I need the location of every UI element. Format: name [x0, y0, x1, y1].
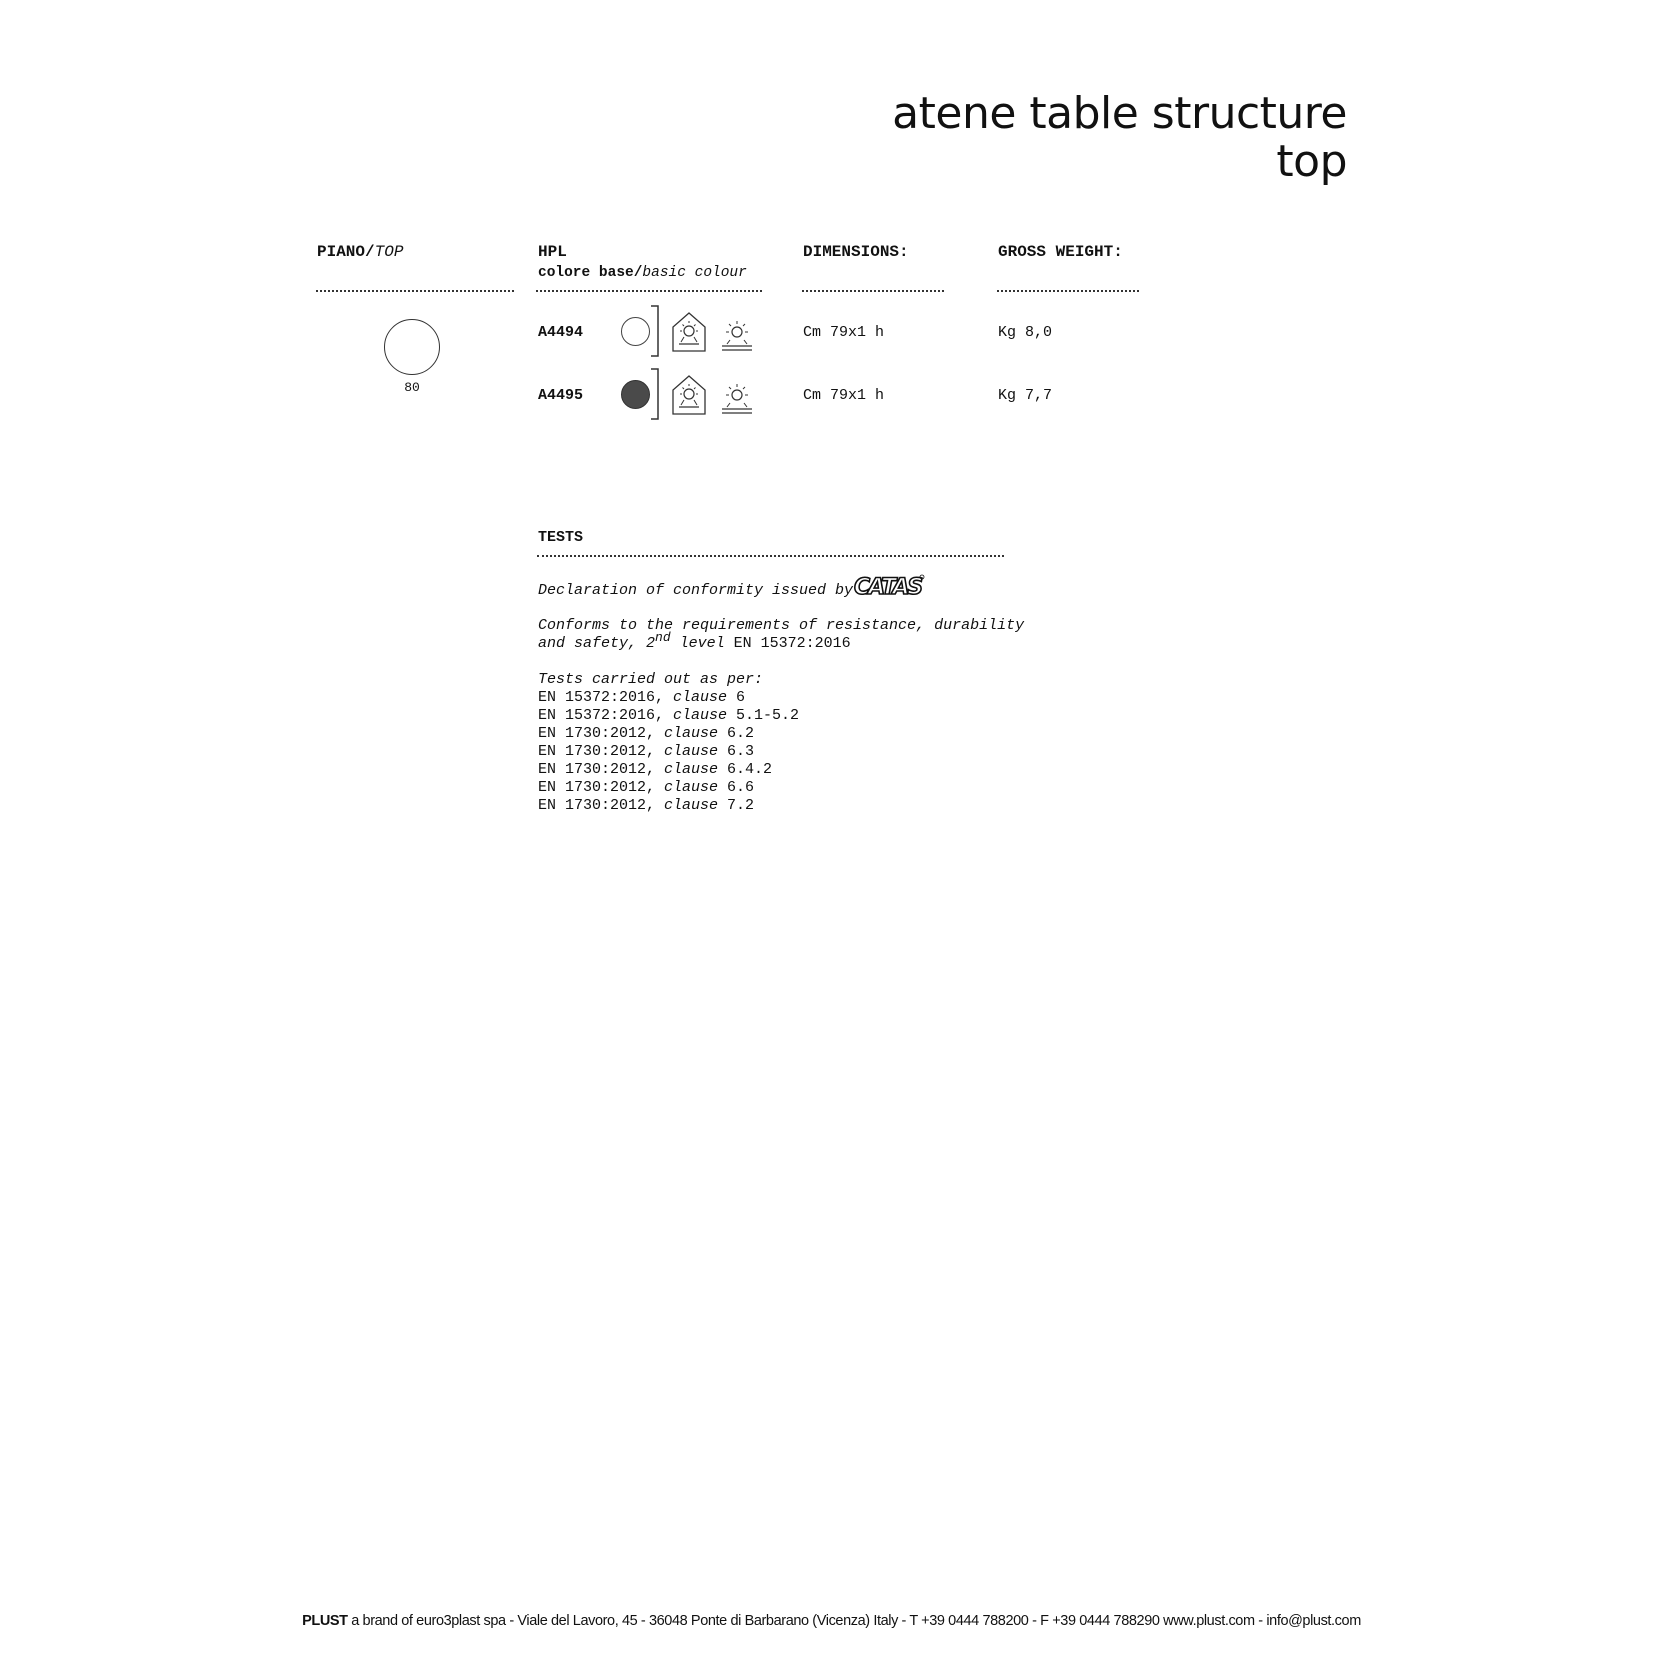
product-dimensions: Cm 79x1 h: [803, 387, 885, 404]
divider: [316, 290, 514, 292]
list-item: EN 15372:2016, clause 6: [538, 689, 746, 706]
product-code: A4494: [538, 324, 584, 341]
title-line-1: atene table structure: [892, 88, 1347, 139]
divider: [802, 290, 944, 292]
outdoor-sun-icon: [720, 381, 754, 415]
top-size-label: 80: [404, 380, 420, 395]
divider: [536, 290, 762, 292]
indoor-house-icon: [671, 374, 707, 416]
round-top-outline: [384, 319, 440, 375]
page-footer: PLUST a brand of euro3plast spa - Viale del Lavoro, 45 - 36048 Ponte di Barbarano (Vicenza) Italy - T +39 0444 788200 - F +39 0444 788290 www.plust.com - info@plust.com: [302, 1613, 1361, 1629]
page-title: [892, 90, 1347, 186]
product-weight: Kg 8,0: [998, 324, 1053, 341]
list-item: EN 1730:2012, clause 6.6: [538, 779, 755, 796]
list-item: EN 15372:2016, clause 5.1-5.2: [538, 707, 800, 724]
colour-swatch-anthracite: [621, 380, 650, 409]
divider: [537, 555, 1004, 557]
product-weight: Kg 7,7: [998, 387, 1053, 404]
colour-swatch-white: [621, 317, 650, 346]
tests-heading: TESTS: [538, 529, 584, 546]
catas-logo: [852, 573, 926, 604]
colour-column-subheader: colore base/basic colour: [538, 265, 747, 281]
title-line-2: top: [1276, 136, 1347, 187]
dimensions-column-header: DIMENSIONS:: [803, 243, 909, 261]
divider: [997, 290, 1139, 292]
svg-text:CATAS: CATAS: [854, 575, 922, 599]
tests-list: Tests carried out as per: EN 15372:2016, clause 6 EN 15372:2016, clause 5.1-5.2 EN 1730:2012, clause 6.2 EN 1730:2012, clause 6.3 EN 1730:2012, clause 6.4.2 EN 1730:2012, clause 6.6 EN 1730:2012, clause 7.2: [538, 671, 800, 814]
outdoor-sun-icon: [720, 318, 754, 352]
material-column-header: HPL: [538, 243, 567, 261]
declaration-text: Declaration of conformity issued by: [538, 582, 854, 599]
list-item: EN 1730:2012, clause 6.3: [538, 743, 755, 760]
conformity-statement: Conforms to the requirements of resistance, durability and safety, 2nd level EN 15372:2016: [538, 617, 1025, 652]
bracket-icon: [650, 368, 660, 420]
bracket-icon: [650, 305, 660, 357]
list-item: EN 1730:2012, clause 6.4.2: [538, 761, 773, 778]
top-column-header: PIANO/TOP: [317, 243, 404, 261]
weight-column-header: GROSS WEIGHT:: [998, 243, 1123, 261]
product-code: A4495: [538, 387, 584, 404]
list-item: EN 1730:2012, clause 6.2: [538, 725, 755, 742]
indoor-house-icon: [671, 311, 707, 353]
product-dimensions: Cm 79x1 h: [803, 324, 885, 341]
list-item: EN 1730:2012, clause 7.2: [538, 797, 755, 814]
